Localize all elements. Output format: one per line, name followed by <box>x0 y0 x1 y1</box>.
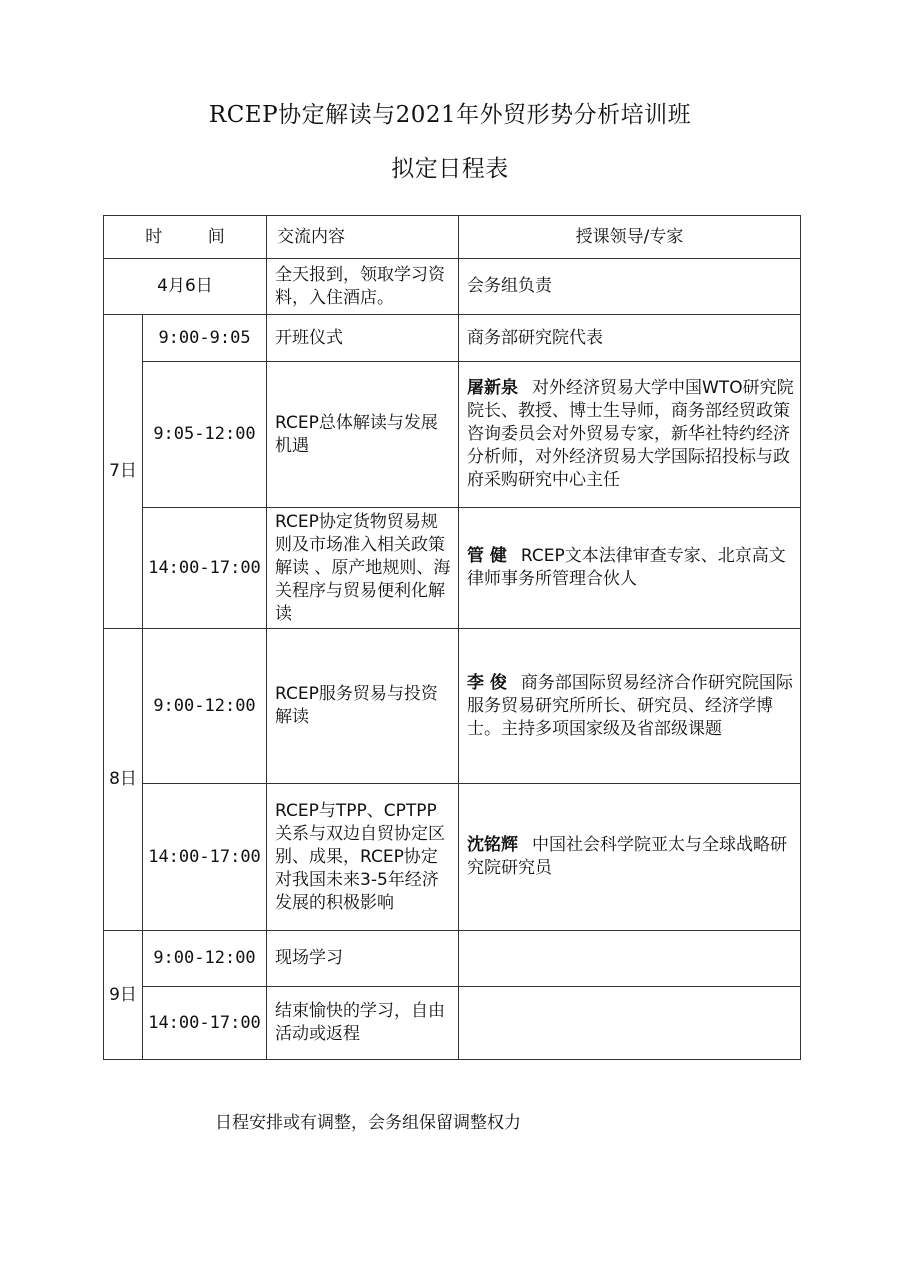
lecturer-cell <box>459 987 801 1060</box>
table-row <box>104 784 801 931</box>
table-row <box>104 259 801 315</box>
lecturer-name: 管 健 <box>467 546 507 566</box>
lecturer-name: 李 俊 <box>467 672 507 693</box>
content-cell: RCEP与TPP、CPTPP关系与双边自贸协定区别、成果，RCEP协定对我国未来3-5年经济发展的积极影响 <box>267 784 459 931</box>
table-row <box>104 315 801 362</box>
time-cell: 14:00-17:00 <box>143 784 267 931</box>
lecturer-desc: RCEP文本法律审查专家、北京高文律师事务所管理合伙人 <box>467 546 786 589</box>
lecturer-cell: 会务组负责 <box>459 259 801 315</box>
header-content: 交流内容 <box>267 216 459 259</box>
header-lecturer: 授课领导/专家 <box>459 216 801 259</box>
lecturer-cell <box>459 315 801 362</box>
table-row <box>104 931 801 987</box>
content-cell: RCEP协定货物贸易规则及市场准入相关政策解读 、原产地规则、海关程序与贸易便利化解读 <box>267 508 459 629</box>
table-row <box>104 508 801 629</box>
content-cell: 现场学习 <box>267 931 459 987</box>
footnote: 日程安排或有调整，会务组保留调整权力 <box>215 1113 521 1133</box>
time-cell: 9:00-12:00 <box>143 931 267 987</box>
content-cell: 开班仪式 <box>267 315 459 362</box>
table-row <box>104 629 801 784</box>
date-cell: 4月6日 <box>104 259 267 315</box>
table-row <box>104 362 801 508</box>
lecturer-name: 沈铭辉 <box>467 835 518 855</box>
lecturer-desc: 对外经济贸易大学中国WTO研究院院长、教授、博士生导师，商务部经贸政策咨询委员会对外贸易专家，新华社特约经济分析师，对外经济贸易大学国际招投标与政府采购研究中心主任 <box>467 378 794 490</box>
time-cell: 9:05-12:00 <box>143 362 267 508</box>
time-cell: 9:00-12:00 <box>143 629 267 784</box>
table-row <box>104 987 801 1060</box>
lecturer-cell <box>459 362 801 508</box>
time-cell: 14:00-17:00 <box>143 508 267 629</box>
content-cell: RCEP服务贸易与投资解读 <box>267 629 459 784</box>
day-cell: 9日 <box>104 931 143 1060</box>
content-cell: RCEP总体解读与发展机遇 <box>267 362 459 508</box>
day-cell: 7日 <box>104 315 143 629</box>
lecturer-cell <box>459 784 801 931</box>
lecturer-desc: 商务部国际贸易经济合作研究院国际服务贸易研究所所长、研究员、经济学博士。主持多项国家级及省部级课题 <box>467 672 793 739</box>
time-cell: 14:00-17:00 <box>143 987 267 1060</box>
header-row <box>104 216 801 259</box>
document-title: RCEP协定解读与2021年外贸形势分析培训班 <box>208 102 692 128</box>
lecturer-cell <box>459 629 801 784</box>
lecturer-desc: 中国社会科学院亚太与全球战略研究院研究员 <box>467 835 787 878</box>
document-subtitle: 拟定日程表 <box>391 156 509 182</box>
time-cell: 9:00-9:05 <box>143 315 267 362</box>
content-cell: 结束愉快的学习，自由活动或返程 <box>267 987 459 1060</box>
schedule-table <box>103 215 801 1060</box>
lecturer-name: 屠新泉 <box>467 378 518 398</box>
lecturer-cell <box>459 931 801 987</box>
content-cell: 全天报到，领取学习资料，入住酒店。 <box>267 259 459 315</box>
day-cell: 8日 <box>104 629 143 931</box>
lecturer-cell <box>459 508 801 629</box>
lecturer-desc: 商务部研究院代表 <box>467 327 603 348</box>
header-time: 时 间 <box>104 216 267 259</box>
